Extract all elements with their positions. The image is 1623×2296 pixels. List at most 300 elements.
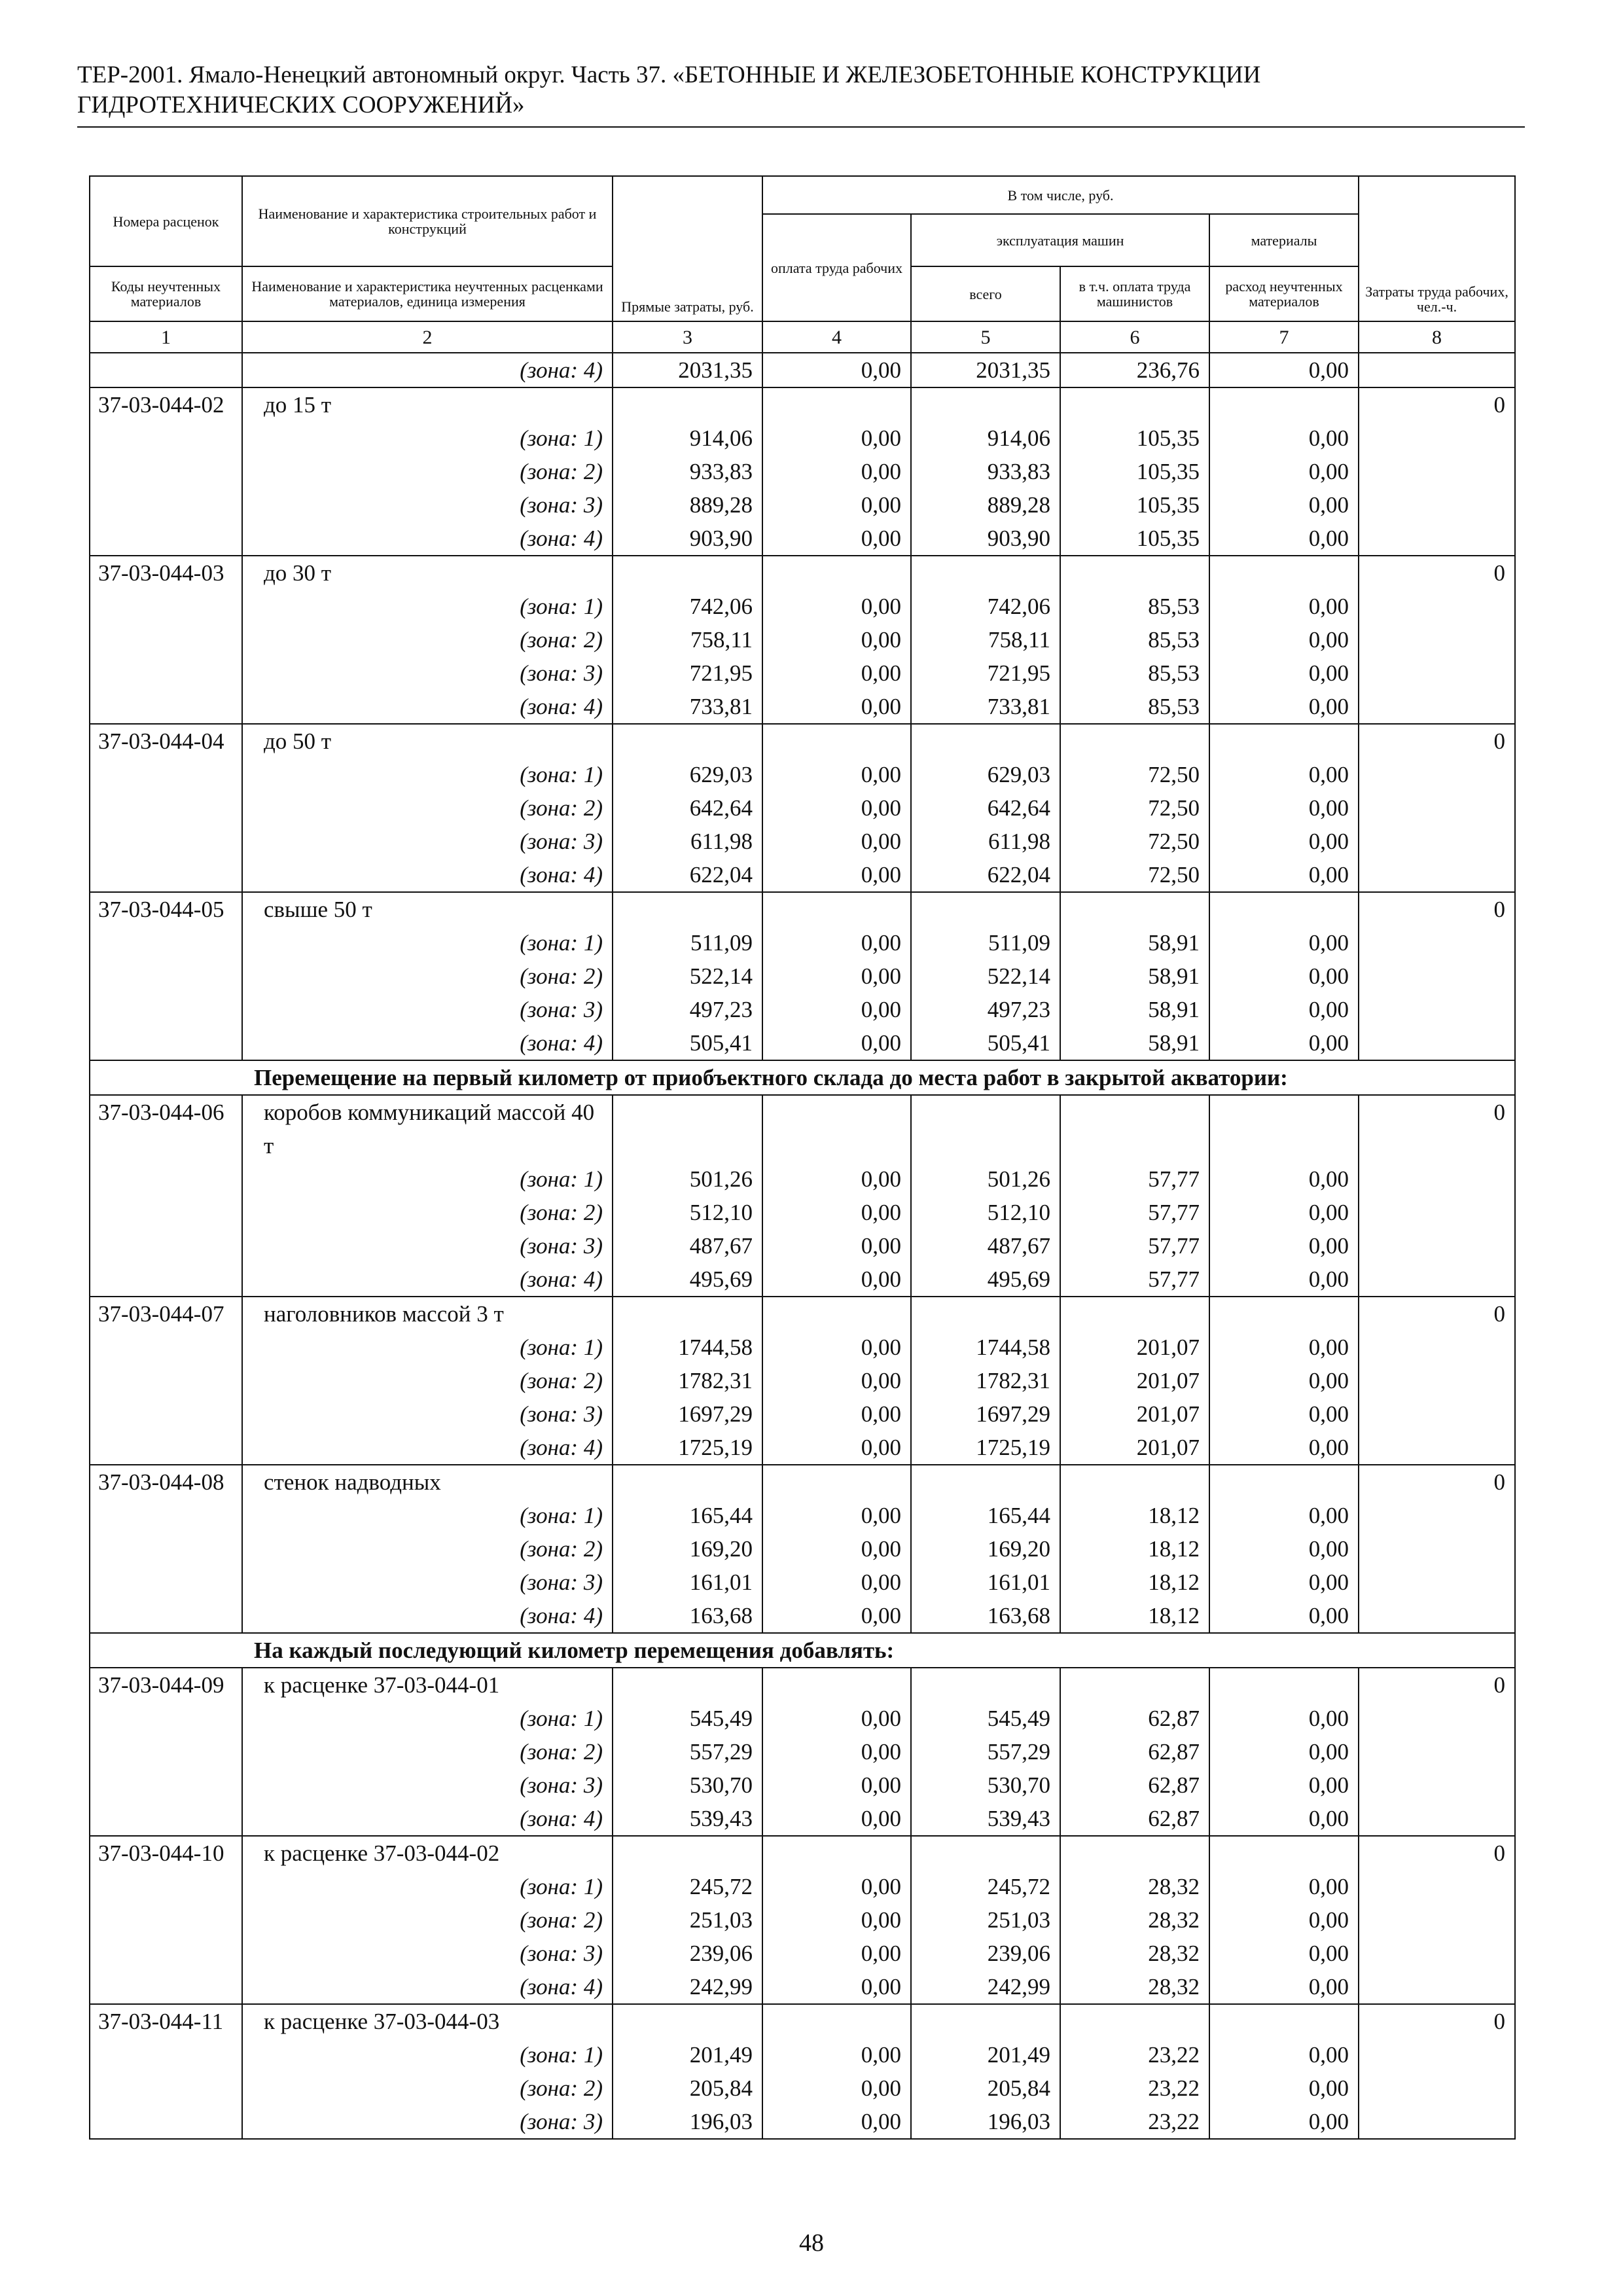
header-work-name: Наименование и характеристика строительных работ и конструкций (242, 176, 613, 266)
rate-row (90, 1836, 1515, 1870)
machine-total-cell: 522,14 (911, 960, 1060, 993)
empty-cell (1060, 1465, 1209, 1499)
empty-cell (90, 1263, 242, 1297)
empty-cell (1359, 960, 1515, 993)
zone-label: (зона: 3) (242, 1229, 613, 1263)
materials-cell: 0,00 (1209, 690, 1359, 724)
worker-pay-cell: 0,00 (762, 1397, 911, 1431)
empty-cell (1209, 387, 1359, 422)
machine-total-cell: 487,67 (911, 1229, 1060, 1263)
zone-row (90, 488, 1515, 522)
materials-cell: 0,00 (1209, 926, 1359, 960)
worker-pay-cell: 0,00 (762, 960, 911, 993)
materials-cell: 0,00 (1209, 2072, 1359, 2105)
machine-total-cell: 622,04 (911, 858, 1060, 892)
header-line-2: ГИДРОТЕХНИЧЕСКИХ СООРУЖЕНИЙ» (77, 92, 525, 118)
operator-pay-cell: 105,35 (1060, 488, 1209, 522)
machine-total-cell: 165,44 (911, 1499, 1060, 1532)
empty-cell (613, 387, 762, 422)
materials-cell: 0,00 (1209, 2038, 1359, 2072)
column-number: 2 (242, 321, 613, 353)
rate-name: коробов коммуникаций массой 40 т (242, 1095, 613, 1162)
operator-pay-cell: 85,53 (1060, 656, 1209, 690)
zone-label: (зона: 4) (242, 1263, 613, 1297)
empty-cell (90, 1735, 242, 1768)
operator-pay-cell: 201,07 (1060, 1397, 1209, 1431)
machine-total-cell: 251,03 (911, 1903, 1060, 1937)
zone-row (90, 1229, 1515, 1263)
materials-cell: 0,00 (1209, 488, 1359, 522)
empty-cell (762, 2004, 911, 2038)
machine-total-cell: 742,06 (911, 590, 1060, 623)
zone-label: (зона: 4) (242, 1802, 613, 1836)
empty-cell (1359, 825, 1515, 858)
zone-row (90, 825, 1515, 858)
worker-pay-cell: 0,00 (762, 422, 911, 455)
empty-cell (613, 1668, 762, 1702)
empty-cell (90, 690, 242, 724)
empty-cell (1359, 353, 1515, 387)
empty-cell (1359, 1802, 1515, 1836)
direct-costs-cell: 733,81 (613, 690, 762, 724)
worker-pay-cell: 0,00 (762, 1499, 911, 1532)
empty-cell (1359, 1499, 1515, 1532)
materials-cell: 0,00 (1209, 1768, 1359, 1802)
empty-cell (1060, 1836, 1209, 1870)
rate-code: 37-03-044-04 (90, 724, 242, 758)
rate-row (90, 387, 1515, 422)
section-heading-row (90, 1060, 1515, 1095)
zone-row (90, 455, 1515, 488)
empty-cell (1359, 1229, 1515, 1263)
empty-cell (90, 1802, 242, 1836)
zone-row (90, 1431, 1515, 1465)
rate-code: 37-03-044-09 (90, 1668, 242, 1702)
operator-pay-cell: 105,35 (1060, 522, 1209, 556)
machine-total-cell: 733,81 (911, 690, 1060, 724)
rate-name: к расценке 37-03-044-01 (242, 1668, 613, 1702)
rate-name: свыше 50 т (242, 892, 613, 926)
operator-pay-cell: 18,12 (1060, 1566, 1209, 1599)
machine-total-cell: 1782,31 (911, 1364, 1060, 1397)
direct-costs-cell: 201,49 (613, 2038, 762, 2072)
direct-costs-cell: 165,44 (613, 1499, 762, 1532)
empty-cell (762, 1465, 911, 1499)
materials-cell: 0,00 (1209, 1735, 1359, 1768)
direct-costs-cell: 245,72 (613, 1870, 762, 1903)
direct-costs-cell: 501,26 (613, 1162, 762, 1196)
machine-total-cell: 495,69 (911, 1263, 1060, 1297)
empty-cell (90, 825, 242, 858)
operator-pay-cell: 18,12 (1060, 1499, 1209, 1532)
operator-pay-cell: 85,53 (1060, 590, 1209, 623)
empty-cell (90, 791, 242, 825)
empty-cell (90, 2072, 242, 2105)
operator-pay-cell: 23,22 (1060, 2072, 1209, 2105)
empty-cell (1359, 2038, 1515, 2072)
worker-pay-cell: 0,00 (762, 825, 911, 858)
empty-cell (1209, 1297, 1359, 1331)
direct-costs-cell: 622,04 (613, 858, 762, 892)
direct-costs-cell: 903,90 (613, 522, 762, 556)
worker-pay-cell: 0,00 (762, 1532, 911, 1566)
empty-cell (1209, 2004, 1359, 2038)
machine-total-cell: 642,64 (911, 791, 1060, 825)
operator-pay-cell: 58,91 (1060, 926, 1209, 960)
materials-cell: 0,00 (1209, 1364, 1359, 1397)
rate-row (90, 2004, 1515, 2038)
zone-label: (зона: 4) (242, 1599, 613, 1633)
operator-pay-cell: 57,77 (1060, 1263, 1209, 1297)
operator-pay-cell: 57,77 (1060, 1196, 1209, 1229)
rate-row (90, 1668, 1515, 1702)
worker-pay-cell: 0,00 (762, 623, 911, 656)
direct-costs-cell: 742,06 (613, 590, 762, 623)
operator-pay-cell: 201,07 (1060, 1431, 1209, 1465)
zone-row (90, 791, 1515, 825)
empty-cell (1060, 2004, 1209, 2038)
empty-cell (90, 1331, 242, 1364)
empty-cell (1359, 690, 1515, 724)
zone-label: (зона: 2) (242, 960, 613, 993)
direct-costs-cell: 242,99 (613, 1970, 762, 2004)
header-including: В том числе, руб. (762, 176, 1359, 214)
empty-cell (1359, 1870, 1515, 1903)
direct-costs-cell: 758,11 (613, 623, 762, 656)
operator-pay-cell: 23,22 (1060, 2105, 1209, 2139)
empty-cell (90, 1566, 242, 1599)
zone-row (90, 926, 1515, 960)
worker-pay-cell: 0,00 (762, 488, 911, 522)
zone-row (90, 422, 1515, 455)
zone-label: (зона: 2) (242, 2072, 613, 2105)
machine-total-cell: 889,28 (911, 488, 1060, 522)
empty-cell (1359, 1263, 1515, 1297)
zone-label: (зона: 1) (242, 590, 613, 623)
rate-code: 37-03-044-08 (90, 1465, 242, 1499)
labor-costs-cell: 0 (1359, 1836, 1515, 1870)
header-worker-pay: оплата труда рабочих (762, 214, 911, 321)
empty-cell (1359, 1735, 1515, 1768)
worker-pay-cell: 0,00 (762, 656, 911, 690)
empty-cell (762, 1095, 911, 1162)
labor-costs-cell: 0 (1359, 2004, 1515, 2038)
zone-label: (зона: 1) (242, 1331, 613, 1364)
empty-cell (1359, 422, 1515, 455)
empty-cell (762, 1836, 911, 1870)
empty-cell (911, 1668, 1060, 1702)
direct-costs-cell: 1782,31 (613, 1364, 762, 1397)
materials-cell: 0,00 (1209, 1937, 1359, 1970)
materials-cell: 0,00 (1209, 1229, 1359, 1263)
empty-cell (90, 2038, 242, 2072)
empty-cell (90, 656, 242, 690)
materials-cell: 0,00 (1209, 758, 1359, 791)
empty-cell (1060, 892, 1209, 926)
machine-total-cell: 539,43 (911, 1802, 1060, 1836)
direct-costs-cell: 505,41 (613, 1026, 762, 1060)
direct-costs-cell: 161,01 (613, 1566, 762, 1599)
rate-row (90, 1297, 1515, 1331)
empty-cell (1359, 522, 1515, 556)
operator-pay-cell: 72,50 (1060, 791, 1209, 825)
rate-name: стенок надводных (242, 1465, 613, 1499)
rate-row (90, 1465, 1515, 1499)
materials-cell: 0,00 (1209, 791, 1359, 825)
zone-row (90, 858, 1515, 892)
machine-total-cell: 611,98 (911, 825, 1060, 858)
rate-code: 37-03-044-02 (90, 387, 242, 422)
zone-label: (зона: 2) (242, 1903, 613, 1937)
empty-cell (1359, 1599, 1515, 1633)
zone-row (90, 758, 1515, 791)
labor-costs-cell: 0 (1359, 1297, 1515, 1331)
materials-cell: 0,00 (1209, 2105, 1359, 2139)
empty-cell (90, 1499, 242, 1532)
empty-cell (1209, 1836, 1359, 1870)
materials-cell: 0,00 (1209, 1532, 1359, 1566)
materials-cell: 0,00 (1209, 825, 1359, 858)
materials-cell: 0,00 (1209, 522, 1359, 556)
labor-costs-cell: 0 (1359, 892, 1515, 926)
header-material-codes: Коды неучтенных материалов (90, 266, 242, 321)
empty-cell (1359, 993, 1515, 1026)
worker-pay-cell: 0,00 (762, 590, 911, 623)
direct-costs-cell: 251,03 (613, 1903, 762, 1937)
machine-total-cell: 245,72 (911, 1870, 1060, 1903)
column-number: 5 (911, 321, 1060, 353)
empty-cell (1359, 1162, 1515, 1196)
direct-costs-cell: 1744,58 (613, 1331, 762, 1364)
empty-cell (90, 960, 242, 993)
operator-pay-cell: 18,12 (1060, 1532, 1209, 1566)
empty-cell (613, 724, 762, 758)
zone-row (90, 1263, 1515, 1297)
empty-cell (90, 353, 242, 387)
direct-costs-cell: 487,67 (613, 1229, 762, 1263)
empty-cell (90, 1026, 242, 1060)
empty-cell (762, 556, 911, 590)
empty-cell (1359, 1768, 1515, 1802)
machine-total-cell: 196,03 (911, 2105, 1060, 2139)
zone-row (90, 993, 1515, 1026)
empty-cell (1060, 1297, 1209, 1331)
worker-pay-cell: 0,00 (762, 1196, 911, 1229)
materials-cell: 0,00 (1209, 455, 1359, 488)
direct-costs-cell: 539,43 (613, 1802, 762, 1836)
operator-pay-cell: 72,50 (1060, 858, 1209, 892)
zone-label: (зона: 4) (242, 1431, 613, 1465)
empty-cell (90, 1196, 242, 1229)
empty-cell (1359, 1937, 1515, 1970)
zone-row (90, 1499, 1515, 1532)
materials-cell: 0,00 (1209, 1802, 1359, 1836)
rate-name: к расценке 37-03-044-03 (242, 2004, 613, 2038)
document-header (77, 60, 1525, 120)
empty-cell (1359, 1196, 1515, 1229)
worker-pay-cell: 0,00 (762, 1768, 911, 1802)
zone-row (90, 1802, 1515, 1836)
zone-label: (зона: 1) (242, 926, 613, 960)
operator-pay-cell: 57,77 (1060, 1229, 1209, 1263)
materials-cell: 0,00 (1209, 590, 1359, 623)
table-body (90, 353, 1515, 2139)
zone-label: (зона: 3) (242, 825, 613, 858)
empty-cell (1060, 724, 1209, 758)
direct-costs-cell: 611,98 (613, 825, 762, 858)
worker-pay-cell: 0,00 (762, 2072, 911, 2105)
empty-cell (1359, 1397, 1515, 1431)
zone-label: (зона: 4) (242, 1026, 613, 1060)
empty-cell (90, 422, 242, 455)
zone-row (90, 1364, 1515, 1397)
operator-pay-cell: 62,87 (1060, 1802, 1209, 1836)
machine-total-cell: 557,29 (911, 1735, 1060, 1768)
empty-cell (1209, 1095, 1359, 1162)
direct-costs-cell: 163,68 (613, 1599, 762, 1633)
machine-total-cell: 511,09 (911, 926, 1060, 960)
machine-total-cell: 629,03 (911, 758, 1060, 791)
header-material-name: Наименование и характеристика неучтенных расценками материалов, единица измерения (242, 266, 613, 321)
operator-pay-cell: 105,35 (1060, 422, 1209, 455)
section-heading-row (90, 1633, 1515, 1668)
zone-label: (зона: 4) (242, 353, 613, 387)
empty-cell (1359, 1431, 1515, 1465)
empty-cell (1359, 590, 1515, 623)
machine-total-cell: 903,90 (911, 522, 1060, 556)
empty-cell (1359, 623, 1515, 656)
rate-code: 37-03-044-03 (90, 556, 242, 590)
worker-pay-cell: 0,00 (762, 1870, 911, 1903)
empty-cell (90, 1397, 242, 1431)
zone-row (90, 1566, 1515, 1599)
operator-pay-cell: 18,12 (1060, 1599, 1209, 1633)
operator-pay-cell: 62,87 (1060, 1702, 1209, 1735)
empty-cell (1359, 926, 1515, 960)
zone-label: (зона: 2) (242, 623, 613, 656)
zone-label: (зона: 1) (242, 1162, 613, 1196)
empty-cell (90, 2105, 242, 2139)
empty-cell (762, 1297, 911, 1331)
materials-cell: 0,00 (1209, 960, 1359, 993)
materials-cell: 0,00 (1209, 623, 1359, 656)
worker-pay-cell: 0,00 (762, 455, 911, 488)
empty-cell (90, 522, 242, 556)
worker-pay-cell: 0,00 (762, 1026, 911, 1060)
materials-cell: 0,00 (1209, 1499, 1359, 1532)
zone-label: (зона: 2) (242, 1532, 613, 1566)
zone-label: (зона: 1) (242, 2038, 613, 2072)
operator-pay-cell: 58,91 (1060, 960, 1209, 993)
worker-pay-cell: 0,00 (762, 926, 911, 960)
empty-cell (90, 590, 242, 623)
empty-cell (1060, 1668, 1209, 1702)
direct-costs-cell: 205,84 (613, 2072, 762, 2105)
zone-row (90, 1196, 1515, 1229)
labor-costs-cell: 0 (1359, 1465, 1515, 1499)
operator-pay-cell: 72,50 (1060, 825, 1209, 858)
worker-pay-cell: 0,00 (762, 1229, 911, 1263)
rate-name: наголовников массой 3 т (242, 1297, 613, 1331)
worker-pay-cell: 0,00 (762, 2105, 911, 2139)
empty-cell (1209, 1465, 1359, 1499)
zone-row (90, 1026, 1515, 1060)
zone-label: (зона: 1) (242, 1702, 613, 1735)
empty-cell (911, 1095, 1060, 1162)
empty-cell (613, 892, 762, 926)
operator-pay-cell: 58,91 (1060, 1026, 1209, 1060)
worker-pay-cell: 0,00 (762, 1599, 911, 1633)
materials-cell: 0,00 (1209, 1331, 1359, 1364)
header-labor-costs: Затраты труда рабочих, чел.-ч. (1359, 176, 1515, 321)
empty-cell (1359, 1331, 1515, 1364)
zone-label: (зона: 2) (242, 791, 613, 825)
zone-label: (зона: 3) (242, 1937, 613, 1970)
zone-row (90, 1162, 1515, 1196)
direct-costs-cell: 2031,35 (613, 353, 762, 387)
worker-pay-cell: 0,00 (762, 791, 911, 825)
section-heading: Перемещение на первый километр от приобъектного склада до места работ в закрытой акватории: (90, 1060, 1515, 1095)
materials-cell: 0,00 (1209, 858, 1359, 892)
empty-cell (911, 2004, 1060, 2038)
worker-pay-cell: 0,00 (762, 1970, 911, 2004)
empty-cell (1359, 455, 1515, 488)
column-number: 1 (90, 321, 242, 353)
empty-cell (613, 1297, 762, 1331)
direct-costs-cell: 557,29 (613, 1735, 762, 1768)
zone-row (90, 1903, 1515, 1937)
zone-label: (зона: 3) (242, 656, 613, 690)
empty-cell (90, 455, 242, 488)
rates-table (89, 175, 1516, 2140)
empty-cell (911, 1297, 1060, 1331)
worker-pay-cell: 0,00 (762, 522, 911, 556)
column-number: 3 (613, 321, 762, 353)
empty-cell (1359, 791, 1515, 825)
empty-cell (1060, 387, 1209, 422)
empty-cell (762, 1668, 911, 1702)
zone-row (90, 1870, 1515, 1903)
empty-cell (90, 1870, 242, 1903)
direct-costs-cell: 495,69 (613, 1263, 762, 1297)
operator-pay-cell: 28,32 (1060, 1970, 1209, 2004)
operator-pay-cell: 57,77 (1060, 1162, 1209, 1196)
empty-cell (1359, 758, 1515, 791)
empty-cell (1359, 2072, 1515, 2105)
operator-pay-cell: 85,53 (1060, 690, 1209, 724)
zone-row (90, 656, 1515, 690)
machine-total-cell: 205,84 (911, 2072, 1060, 2105)
rate-row (90, 1095, 1515, 1162)
operator-pay-cell: 23,22 (1060, 2038, 1209, 2072)
empty-cell (1359, 1702, 1515, 1735)
materials-cell: 0,00 (1209, 1431, 1359, 1465)
zone-label: (зона: 1) (242, 1499, 613, 1532)
zone-row (90, 1331, 1515, 1364)
direct-costs-cell: 721,95 (613, 656, 762, 690)
rate-name: до 30 т (242, 556, 613, 590)
rate-name: к расценке 37-03-044-02 (242, 1836, 613, 1870)
worker-pay-cell: 0,00 (762, 1702, 911, 1735)
operator-pay-cell: 201,07 (1060, 1331, 1209, 1364)
direct-costs-cell: 530,70 (613, 1768, 762, 1802)
worker-pay-cell: 0,00 (762, 1566, 911, 1599)
zone-label: (зона: 1) (242, 1870, 613, 1903)
materials-cell: 0,00 (1209, 1970, 1359, 2004)
machine-total-cell: 161,01 (911, 1566, 1060, 1599)
header-machine-operation: эксплуатация машин (911, 214, 1209, 266)
empty-cell (762, 724, 911, 758)
